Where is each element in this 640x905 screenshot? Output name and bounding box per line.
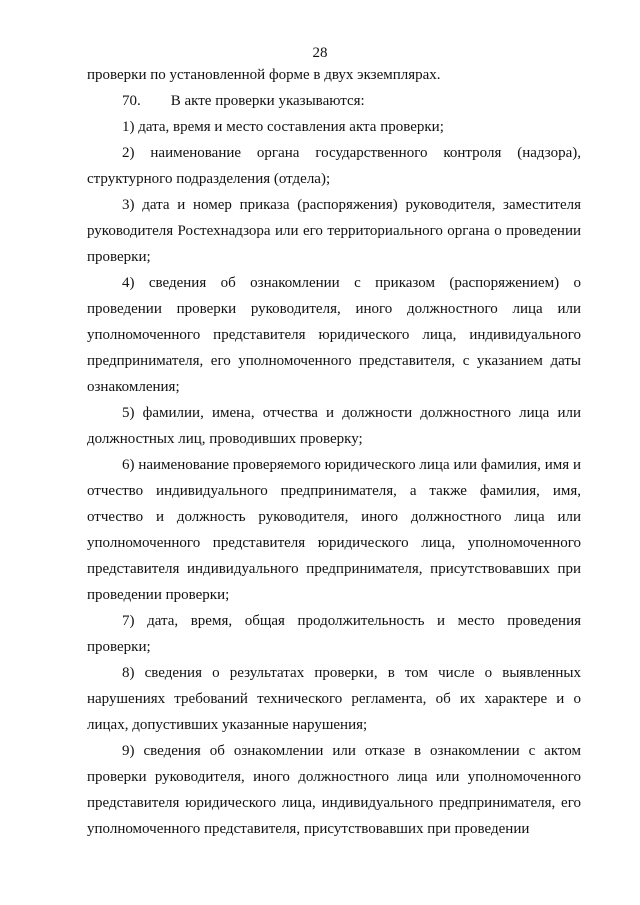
paragraph-continuation: проверки по установленной форме в двух экземплярах. — [87, 67, 441, 83]
paragraph-subitem-5: 5) фамилии, имена, отчества и должности должностного лица или должностных лиц, проводивших проверку; — [87, 405, 581, 447]
paragraph-subitem-8: 8) сведения о результатах проверки, в том числе о выявленных нарушениях требований технического регламента, об их характере и о лицах, допустивших указанные нарушения; — [87, 665, 581, 733]
page-number: 28 — [312, 45, 328, 61]
paragraph-subitem-1: 1) дата, время и место составления акта проверки; — [122, 119, 444, 135]
paragraph-subitem-6: 6) наименование проверяемого юридического лица или фамилия, имя и отчество индивидуального предпринимателя, а также фамилия, имя, отчество и должность руководителя, иного должностного лица или уполномоченного представителя юридического лица, уполномоченного представителя индивидуального предпринимателя, присутствовавших при проведении проверки; — [87, 457, 581, 603]
paragraph-subitem-4: 4) сведения об ознакомлении с приказом (распоряжением) о проведении проверки руководителя, иного должностного лица или уполномоченного представителя юридического лица, индивидуального предпринимателя, его уполномоченного представителя, с указанием даты ознакомления; — [87, 275, 581, 395]
paragraph-subitem-3: 3) дата и номер приказа (распоряжения) руководителя, заместителя руководителя Ростехнадзора или его территориального органа о проведении проверки; — [87, 197, 581, 265]
paragraph-subitem-9: 9) сведения об ознакомлении или отказе в ознакомлении с актом проверки руководителя, иного должностного лица или уполномоченного представителя юридического лица, индивидуального предпринимателя, его уполномоченного представителя, присутствовавших при проведении — [87, 743, 581, 837]
paragraph-subitem-2: 2) наименование органа государственного контроля (надзора), структурного подразделения (отдела); — [87, 145, 581, 187]
paragraph-subitem-7: 7) дата, время, общая продолжительность и место проведения проверки; — [87, 613, 581, 655]
document-body — [87, 62, 581, 842]
paragraph-item-70: 70. В акте проверки указываются: — [122, 93, 365, 109]
